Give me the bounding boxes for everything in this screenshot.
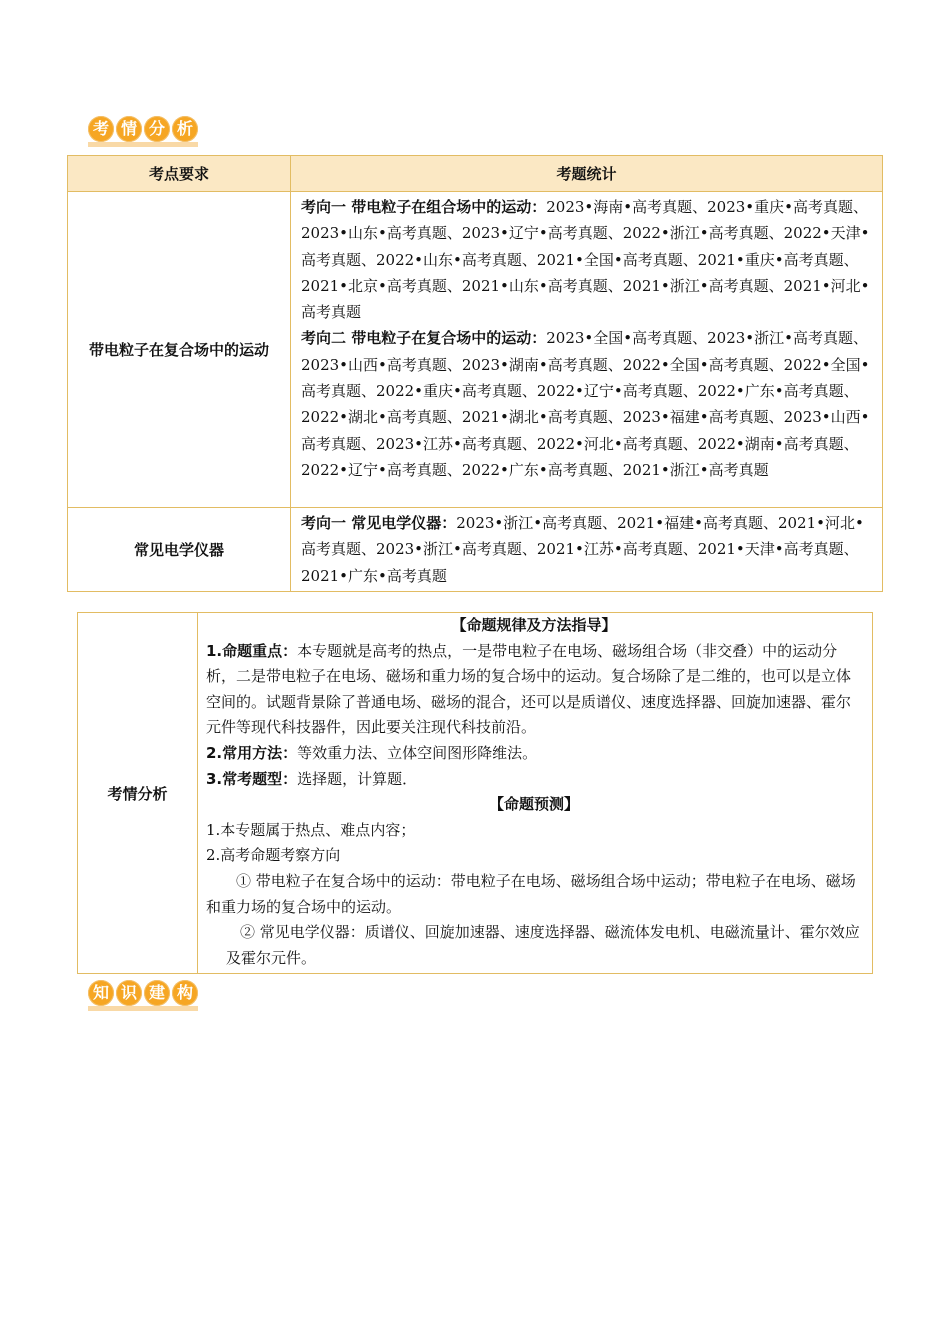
paragraph: 2.高考命题考察方向	[206, 846, 341, 865]
direction-label: 考向一 带电粒子在组合场中的运动：	[301, 198, 547, 216]
paragraph-label: 2.常用方法：	[206, 743, 298, 762]
paragraph	[206, 869, 862, 920]
badge-char: 考	[88, 116, 114, 142]
table-header-row	[68, 156, 883, 192]
badge-underline	[88, 1006, 198, 1011]
paragraph-text: 选择题，计算题．	[297, 769, 418, 788]
paragraph	[206, 639, 862, 741]
badge-char: 建	[144, 980, 170, 1006]
analysis-content-cell	[198, 613, 873, 974]
analysis-label-cell: 考情分析	[78, 613, 198, 974]
direction-text: 2023•浙江•高考真题、2021•福建•高考真题、2021•河北•高考真题、2023•浙江•高考真题、2021•江苏•高考真题、2021•天津•高考真题、2021•广东•高考真题	[301, 514, 864, 585]
table-row	[68, 192, 883, 508]
direction-block	[301, 325, 872, 483]
badge-char: 析	[172, 116, 198, 142]
paragraph	[206, 767, 862, 793]
badge-char: 识	[116, 980, 142, 1006]
paragraph	[206, 920, 862, 971]
section-badge-analysis	[88, 116, 198, 150]
direction-label: 考向二 带电粒子在复合场中的运动：	[301, 329, 547, 348]
exam-statistics-table	[67, 155, 883, 592]
statistics-cell	[291, 508, 883, 592]
paragraph-label: 1.命题重点：	[206, 641, 298, 660]
badge-char: 知	[88, 980, 114, 1006]
statistics-cell	[291, 192, 883, 508]
analysis-table	[77, 612, 873, 974]
paragraph-text: ① 带电粒子在复合场中的运动：带电粒子在电场、磁场组合场中运动；带电粒子在电场、磁场和重力场的复合场中的运动。	[206, 871, 856, 916]
section-heading: 【命题规律及方法指导】	[451, 616, 617, 634]
badge-char: 情	[116, 116, 142, 142]
paragraph	[206, 741, 862, 767]
direction-block	[301, 510, 872, 589]
badge-underline	[88, 142, 198, 147]
section-heading: 【命题预测】	[488, 795, 579, 814]
table-row	[78, 613, 873, 974]
table-row	[68, 508, 883, 592]
direction-label: 考向一 常见电学仪器：	[301, 514, 457, 532]
badge-char: 分	[144, 116, 170, 142]
direction-text: 2023•海南•高考真题、2023•重庆•高考真题、2023•山东•高考真题、2023•辽宁•高考真题、2022•浙江•高考真题、2022•天津•高考真题、2022•山东•高考真题、2021•全国•高考真题、2021•重庆•高考真题、2021•北京•高考真题、2021•山东•高考真题、2021•浙江•高考真题、2021•河北•高考真题	[301, 198, 870, 322]
paragraph-text: 本专题就是高考的热点，一是带电粒子在电场、磁场组合场（非交叠）中的运动分析，二是带电粒子在电场、磁场和重力场的复合场中的运动。复合场除了是二维的，也可以是立体空间的。试题背景除了普通电场、磁场的混合，还可以是质谱仪、速度选择器、回旋加速器、霍尔元件等现代科技器件，因此要关注现代科技前沿。	[206, 641, 852, 737]
column-header-statistics: 考题统计	[291, 156, 883, 192]
topic-cell: 常见电学仪器	[68, 508, 291, 592]
direction-block	[301, 194, 872, 325]
paragraph-label: 3.常考题型：	[206, 769, 298, 788]
topic-cell: 带电粒子在复合场中的运动	[68, 192, 291, 508]
paragraph-text: ② 常见电学仪器：质谱仪、回旋加速器、速度选择器、磁流体发电机、电磁流量计、霍尔效应及霍尔元件。	[226, 923, 860, 967]
column-header-requirement: 考点要求	[68, 156, 291, 192]
direction-text: 2023•全国•高考真题、2023•浙江•高考真题、2023•山西•高考真题、2023•湖南•高考真题、2022•全国•高考真题、2022•全国•高考真题、2022•重庆•高考真题、2022•辽宁•高考真题、2022•广东•高考真题、2022•湖北•高考真题、2021•湖北•高考真题、2023•福建•高考真题、2023•山西•高考真题、2023•江苏•高考真题、2022•河北•高考真题、2022•湖南•高考真题、2022•辽宁•高考真题、2022•广东•高考真题、2021•浙江•高考真题	[301, 329, 870, 479]
badge-char: 构	[172, 980, 198, 1006]
section-badge-knowledge	[88, 980, 198, 1014]
paragraph-text: 等效重力法、立体空间图形降维法。	[297, 743, 538, 762]
paragraph: 1.本专题属于热点、难点内容；	[206, 820, 416, 839]
